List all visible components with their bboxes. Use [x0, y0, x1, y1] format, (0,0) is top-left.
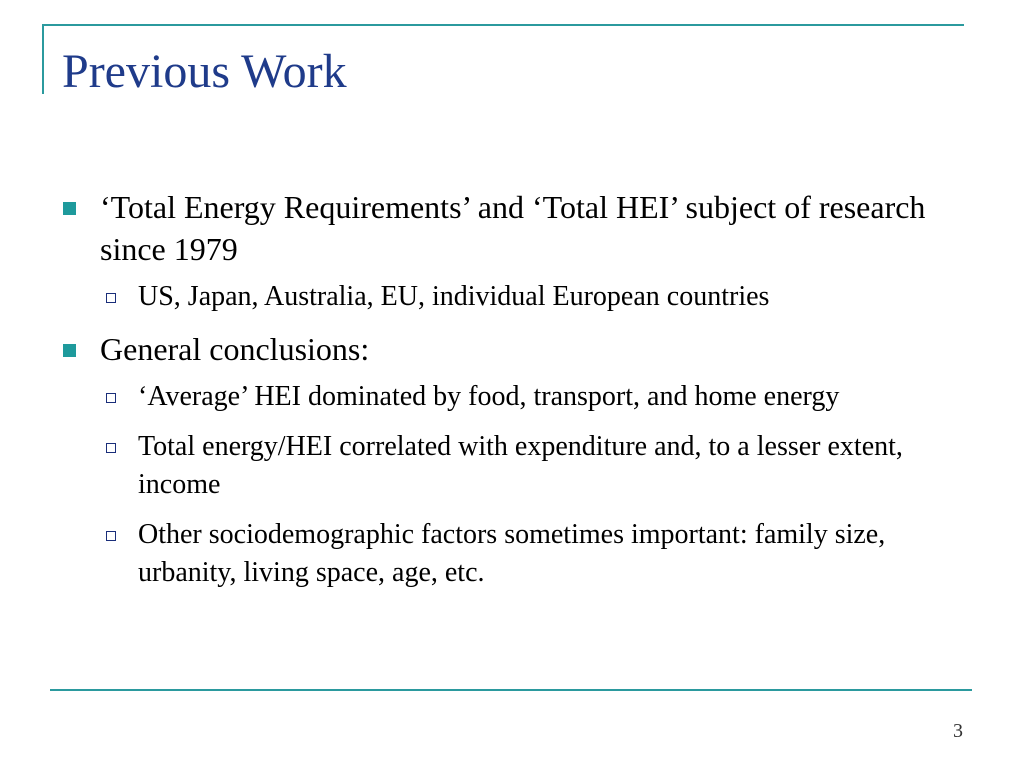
- title-frame-vertical-line: [42, 24, 44, 94]
- slide-title: Previous Work: [62, 45, 347, 98]
- sub-bullet-text: US, Japan, Australia, EU, individual European countries: [138, 281, 770, 312]
- bullet-item-general-conclusions: [60, 328, 960, 370]
- sub-bullet-item-sociodemographic: [60, 516, 960, 592]
- hollow-square-bullet-icon: [106, 293, 116, 303]
- sub-bullet-item-regions: [60, 278, 960, 316]
- sub-bullet-item-average-hei: [60, 378, 960, 416]
- hollow-square-bullet-icon: [106, 393, 116, 403]
- bullet-text: General conclusions:: [100, 331, 370, 367]
- bullet-list: [60, 186, 960, 604]
- square-bullet-icon: [63, 344, 76, 357]
- title-frame-horizontal-line: [42, 24, 964, 26]
- square-bullet-icon: [63, 202, 76, 215]
- footer-divider-line: [50, 689, 972, 691]
- page-number: 3: [953, 720, 963, 742]
- bullet-item-research-history: [60, 186, 960, 270]
- sub-bullet-item-expenditure: [60, 428, 960, 504]
- sub-bullet-text: Other sociodemographic factors sometimes important: family size, urbanity, living space, age, etc.: [138, 519, 886, 588]
- hollow-square-bullet-icon: [106, 531, 116, 541]
- hollow-square-bullet-icon: [106, 443, 116, 453]
- sub-bullet-text: Total energy/HEI correlated with expenditure and, to a lesser extent, income: [138, 431, 903, 500]
- bullet-text: ‘Total Energy Requirements’ and ‘Total HEI’ subject of research since 1979: [100, 189, 926, 267]
- sub-bullet-text: ‘Average’ HEI dominated by food, transport, and home energy: [138, 381, 840, 412]
